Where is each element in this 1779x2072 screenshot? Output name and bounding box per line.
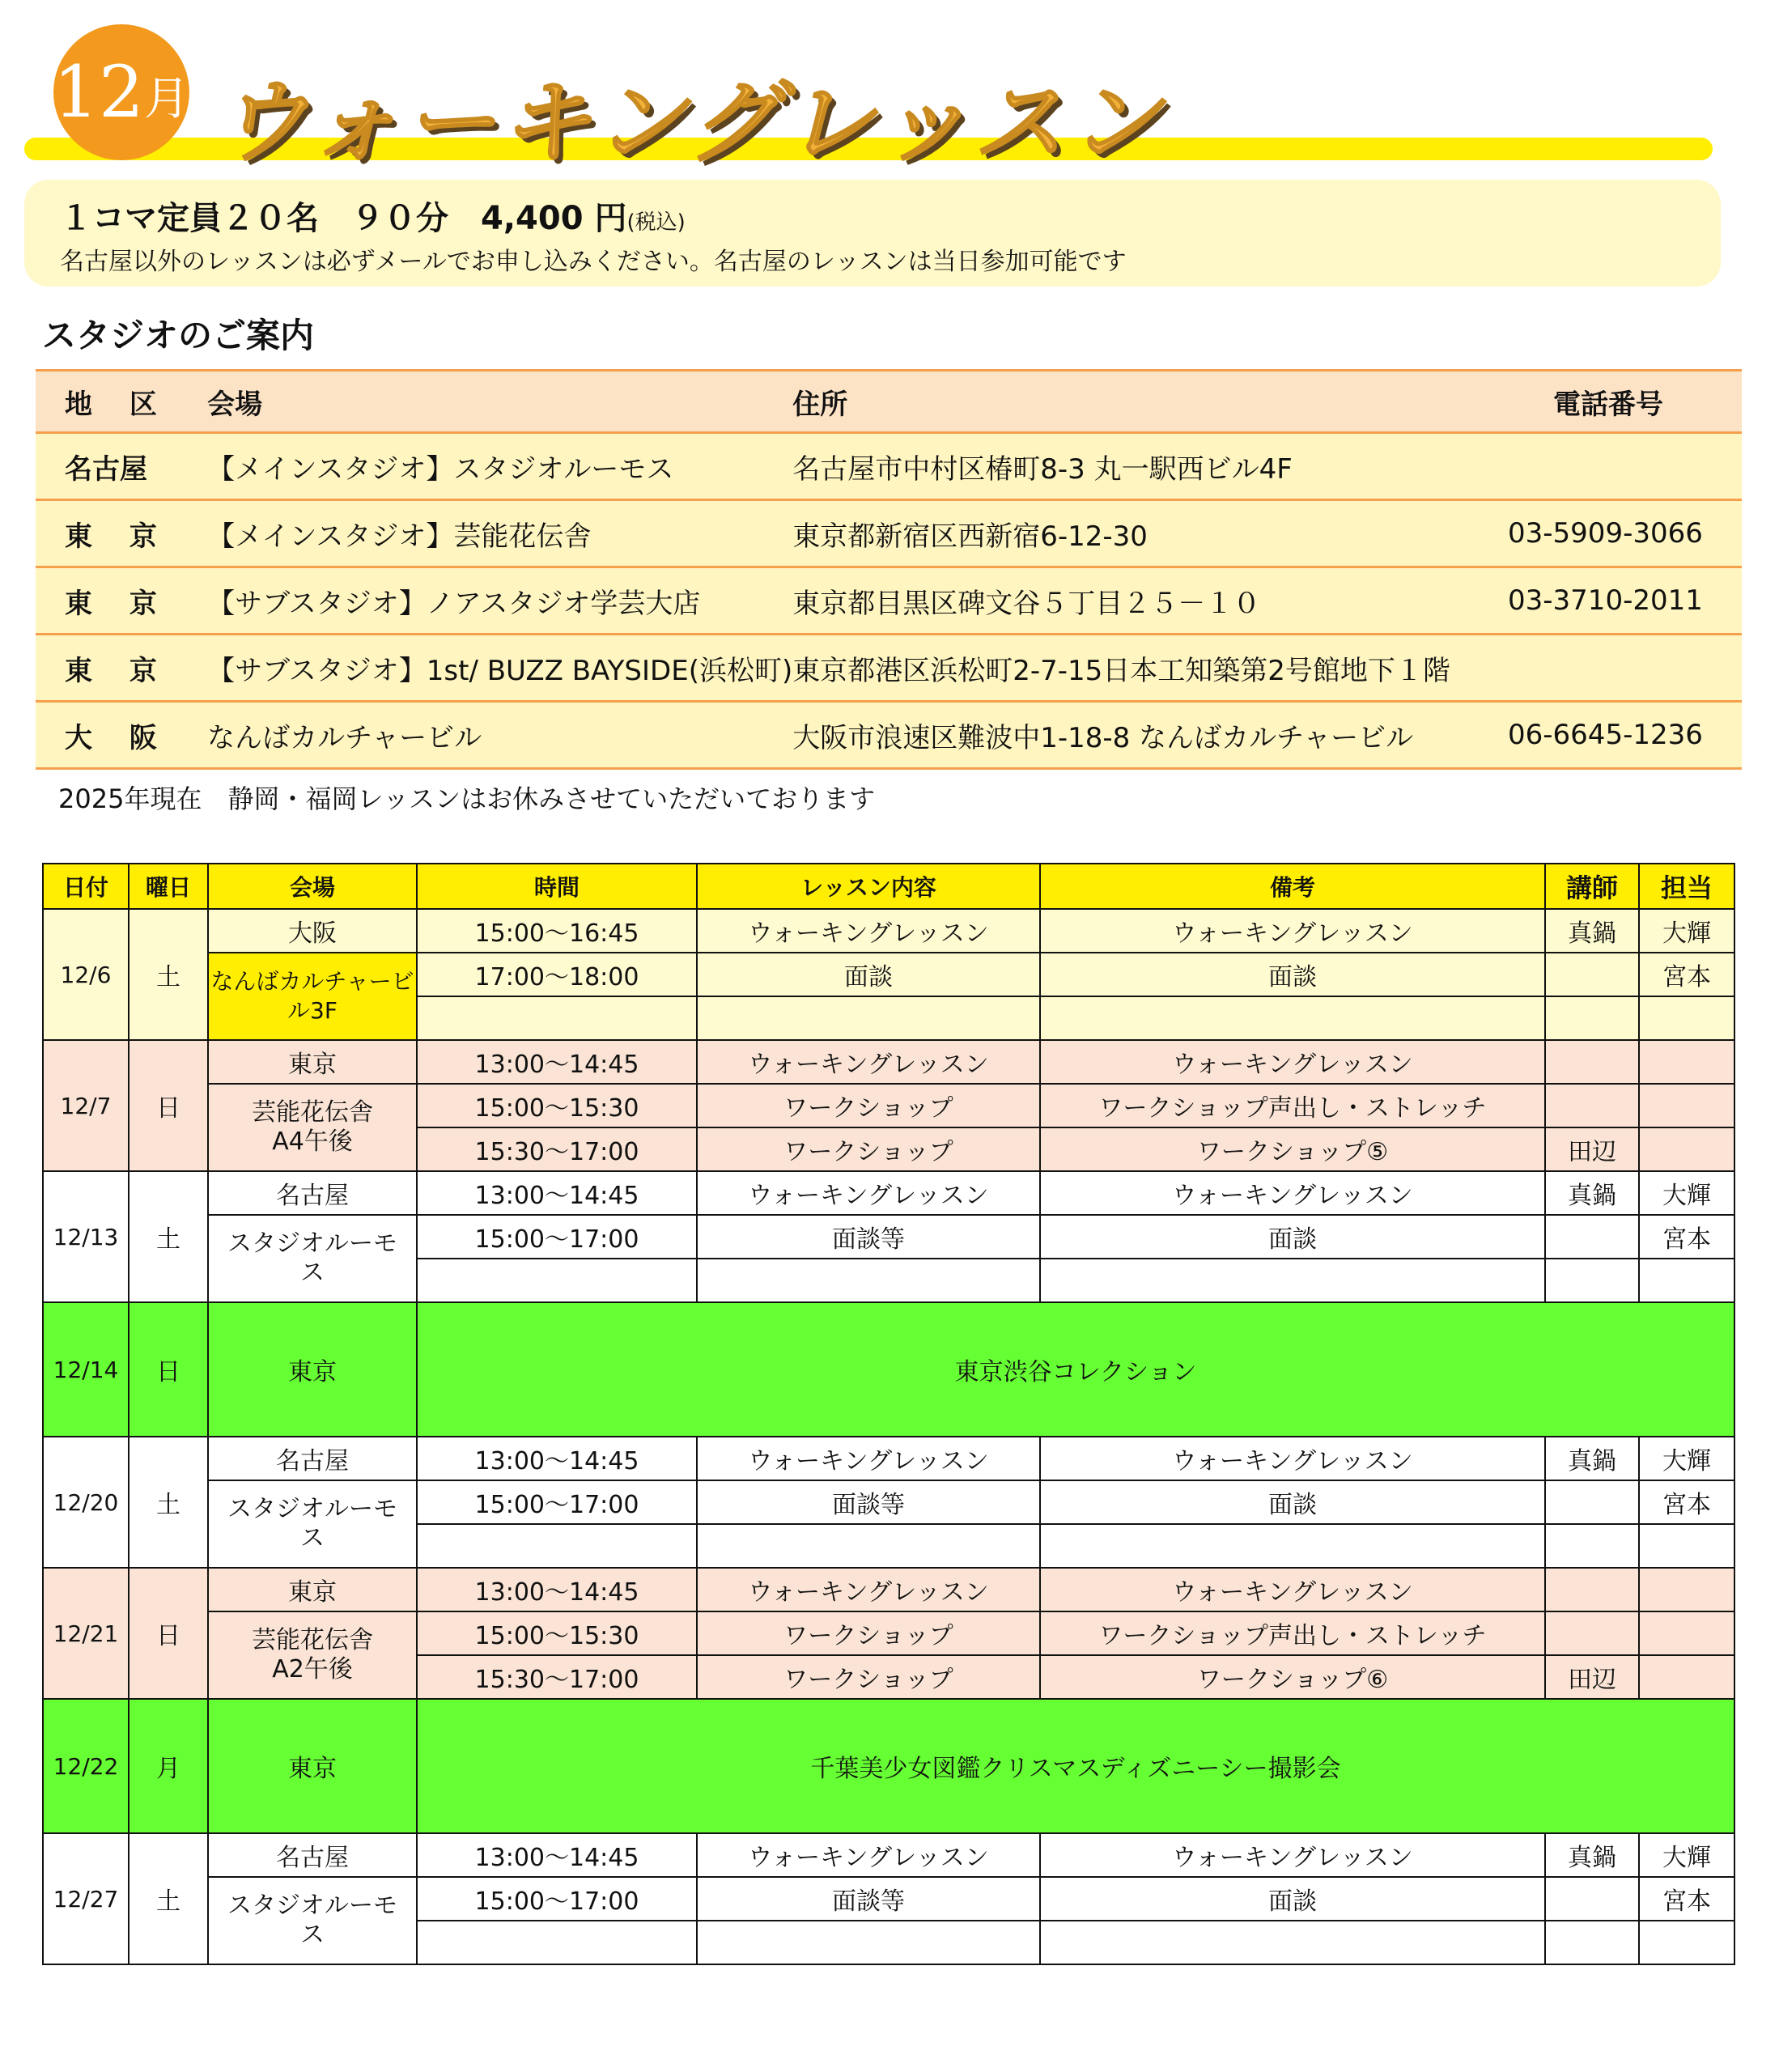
- schedule-city: 東京: [208, 1040, 417, 1084]
- schedule-note: ウォーキングレッスン: [1040, 1568, 1545, 1611]
- studio-address: 東京都港区浜松町2-7-15日本工知築第2号館地下１階: [792, 635, 1485, 702]
- schedule-city: 東京: [208, 1568, 417, 1611]
- application-note: 名古屋以外のレッスンは必ずメールでお申し込みください。名古屋のレッスンは当日参加可能です: [60, 248, 1127, 276]
- schedule-date: 12/22: [43, 1699, 129, 1833]
- schedule-event: 東京渋谷コレクション: [417, 1302, 1734, 1437]
- schedule-staff: 宮本: [1639, 1215, 1734, 1259]
- schedule-time: 15:00～16:45: [417, 909, 697, 953]
- schedule-time: 15:00～15:30: [417, 1611, 697, 1655]
- header-venue: 会場: [206, 371, 792, 433]
- schedule-city: 東京: [208, 1302, 417, 1437]
- schedule-teacher: [1545, 1921, 1639, 1964]
- schedule-row: [43, 1040, 1734, 1084]
- schedule-note: 面談: [1040, 1215, 1545, 1259]
- schedule-date: 12/27: [43, 1833, 129, 1964]
- schedule-note: [1040, 1259, 1545, 1302]
- schedule-city: 名古屋: [208, 1833, 417, 1877]
- schedule-time: 15:00～15:30: [417, 1084, 697, 1127]
- schedule-content: ワークショップ: [697, 1655, 1040, 1699]
- schedule-staff: 大輝: [1639, 1833, 1734, 1877]
- schedule-note: ウォーキングレッスン: [1040, 909, 1545, 953]
- schedule-time: 15:30～17:00: [417, 1127, 697, 1171]
- studio-row: [36, 500, 1742, 567]
- schedule-teacher: [1545, 996, 1639, 1040]
- schedule-teacher: 真鍋: [1545, 1437, 1639, 1480]
- schedule-note: ウォーキングレッスン: [1040, 1040, 1545, 1084]
- schedule-time: 15:00～17:00: [417, 1215, 697, 1259]
- month-number: 12: [53, 50, 144, 134]
- schedule-content: ウォーキングレッスン: [697, 909, 1040, 953]
- schedule-row: [43, 1084, 1734, 1127]
- schedule-teacher: 田辺: [1545, 1127, 1639, 1171]
- schedule-note: ワークショップ⑤: [1040, 1127, 1545, 1171]
- schedule-date: 12/13: [43, 1171, 129, 1302]
- schedule-note: 面談: [1040, 1877, 1545, 1921]
- schedule-teacher: [1545, 1524, 1639, 1568]
- studio-phone: 03-5909-3066: [1485, 500, 1742, 567]
- header-address: 住所: [792, 371, 1485, 433]
- schedule-staff: [1639, 1040, 1734, 1084]
- schedule-teacher: [1545, 953, 1639, 996]
- schedule-content: ウォーキングレッスン: [697, 1833, 1040, 1877]
- studio-row: [36, 567, 1742, 635]
- schedule-day: 土: [129, 1437, 208, 1568]
- schedule-day: 日: [129, 1568, 208, 1699]
- studio-area: 東 京: [36, 635, 206, 702]
- schedule-note: [1040, 996, 1545, 1040]
- schedule-teacher: [1545, 1215, 1639, 1259]
- schedule-staff: [1639, 996, 1734, 1040]
- schedule-teacher: 田辺: [1545, 1655, 1639, 1699]
- schedule-content: [697, 1524, 1040, 1568]
- schedule-note: ウォーキングレッスン: [1040, 1833, 1545, 1877]
- schedule-venue: なんばカルチャービル3F: [208, 953, 417, 1040]
- schedule-row: [43, 1437, 1734, 1480]
- schedule-teacher: 真鍋: [1545, 1171, 1639, 1215]
- schedule-staff: [1639, 1655, 1734, 1699]
- schedule-staff: [1639, 1524, 1734, 1568]
- schedule-day: 日: [129, 1040, 208, 1171]
- schedule-row: [43, 1568, 1734, 1611]
- col-day: 曜日: [129, 864, 208, 909]
- schedule-row: [43, 1611, 1734, 1655]
- schedule-time: [417, 1259, 697, 1302]
- schedule-row: [43, 1877, 1734, 1921]
- schedule-content: ウォーキングレッスン: [697, 1040, 1040, 1084]
- closure-notice: 2025年現在 静岡・福岡レッスンはお休みさせていただいております: [58, 783, 876, 814]
- studio-venue: なんばカルチャービル: [206, 702, 792, 769]
- schedule-content: ワークショップ: [697, 1127, 1040, 1171]
- schedule-time: [417, 996, 697, 1040]
- schedule-staff: 宮本: [1639, 1480, 1734, 1524]
- schedule-time: 15:00～17:00: [417, 1877, 697, 1921]
- studio-venue: 【サブスタジオ】ノアスタジオ学芸大店: [206, 567, 792, 635]
- schedule-row: [43, 909, 1734, 953]
- schedule-row: [43, 1833, 1734, 1877]
- schedule-content: ワークショップ: [697, 1084, 1040, 1127]
- studio-address: 大阪市浪速区難波中1-18-8 なんばカルチャービル: [792, 702, 1485, 769]
- schedule-staff: [1639, 1568, 1734, 1611]
- schedule-content: ワークショップ: [697, 1611, 1040, 1655]
- studio-address: 東京都目黒区碑文谷５丁目２５－１０: [792, 567, 1485, 635]
- schedule-staff: [1639, 1084, 1734, 1127]
- schedule-time: 15:00～17:00: [417, 1480, 697, 1524]
- header-phone: 電話番号: [1485, 371, 1742, 433]
- col-venue: 会場: [208, 864, 417, 909]
- schedule-note: [1040, 1524, 1545, 1568]
- col-time: 時間: [417, 864, 697, 909]
- schedule-time: 13:00～14:45: [417, 1171, 697, 1215]
- schedule-content: ウォーキングレッスン: [697, 1437, 1040, 1480]
- studio-area: 名古屋: [36, 433, 206, 500]
- studio-phone: 06-6645-1236: [1485, 702, 1742, 769]
- schedule-content: [697, 996, 1040, 1040]
- schedule-time: 15:30～17:00: [417, 1655, 697, 1699]
- schedule-staff: 宮本: [1639, 1877, 1734, 1921]
- schedule-venue: 芸能花伝舎 A4午後: [208, 1084, 417, 1171]
- schedule-time: 13:00～14:45: [417, 1437, 697, 1480]
- schedule-day: 日: [129, 1302, 208, 1437]
- capacity-price-line: [60, 193, 686, 239]
- schedule-teacher: 真鍋: [1545, 909, 1639, 953]
- schedule-time: 13:00～14:45: [417, 1568, 697, 1611]
- schedule-teacher: [1545, 1877, 1639, 1921]
- schedule-row: [43, 1215, 1734, 1259]
- info-box: [24, 180, 1721, 287]
- schedule-date: 12/21: [43, 1568, 129, 1699]
- schedule-note: ワークショップ声出し・ストレッチ: [1040, 1611, 1545, 1655]
- tax-note: (税込): [626, 210, 686, 235]
- schedule-content: ウォーキングレッスン: [697, 1568, 1040, 1611]
- schedule-content: 面談: [697, 953, 1040, 996]
- schedule-time: [417, 1524, 697, 1568]
- page-title: ウォーキングレッスン: [217, 70, 1165, 176]
- studio-address: 東京都新宿区西新宿6-12-30: [792, 500, 1485, 567]
- studio-area: 東 京: [36, 500, 206, 567]
- schedule-day: 土: [129, 1171, 208, 1302]
- schedule-venue: スタジオルーモ ス: [208, 1877, 417, 1964]
- schedule-staff: 大輝: [1639, 909, 1734, 953]
- schedule-city: 名古屋: [208, 1437, 417, 1480]
- studio-table-header: [36, 371, 1742, 433]
- schedule-teacher: 真鍋: [1545, 1833, 1639, 1877]
- schedule-city: 大阪: [208, 909, 417, 953]
- schedule-content: 面談等: [697, 1877, 1040, 1921]
- schedule-event-row: [43, 1302, 1734, 1437]
- schedule-row: [43, 953, 1734, 996]
- studio-table: [36, 369, 1742, 770]
- schedule-content: [697, 1259, 1040, 1302]
- schedule-row: [43, 1171, 1734, 1215]
- schedule-note: ワークショップ声出し・ストレッチ: [1040, 1084, 1545, 1127]
- schedule-header-row: [43, 864, 1734, 909]
- schedule-event-row: [43, 1699, 1734, 1833]
- schedule-content: [697, 1921, 1040, 1964]
- col-staff: 担当: [1639, 864, 1734, 909]
- studio-venue: 【サブスタジオ】1st/ BUZZ BAYSIDE(浜松町): [206, 635, 792, 702]
- schedule-note: 面談: [1040, 1480, 1545, 1524]
- schedule-time: 13:00～14:45: [417, 1040, 697, 1084]
- schedule-content: ウォーキングレッスン: [697, 1171, 1040, 1215]
- schedule-staff: [1639, 1127, 1734, 1171]
- schedule-time: 17:00～18:00: [417, 953, 697, 996]
- studio-phone: 03-3710-2011: [1485, 567, 1742, 635]
- studio-row: [36, 702, 1742, 769]
- col-date: 日付: [43, 864, 129, 909]
- schedule-table: [42, 863, 1735, 1965]
- schedule-time: [417, 1921, 697, 1964]
- studio-address: 名古屋市中村区椿町8-3 丸一駅西ビル4F: [792, 433, 1485, 500]
- schedule-note: ウォーキングレッスン: [1040, 1171, 1545, 1215]
- schedule-teacher: [1545, 1259, 1639, 1302]
- studio-row: [36, 635, 1742, 702]
- schedule-city: 東京: [208, 1699, 417, 1833]
- schedule-staff: 大輝: [1639, 1171, 1734, 1215]
- schedule-city: 名古屋: [208, 1171, 417, 1215]
- schedule-event: 千葉美少女図鑑クリスマスディズニーシー撮影会: [417, 1699, 1734, 1833]
- month-unit: 月: [143, 73, 189, 125]
- studio-area: 東 京: [36, 567, 206, 635]
- schedule-note: ウォーキングレッスン: [1040, 1437, 1545, 1480]
- capacity-price-text: １コマ定員２０名 ９０分 4,400 円: [60, 200, 627, 237]
- schedule-staff: [1639, 1259, 1734, 1302]
- schedule-venue: スタジオルーモ ス: [208, 1215, 417, 1302]
- studio-section-heading: スタジオのご案内: [42, 316, 315, 355]
- studio-venue: 【メインスタジオ】スタジオルーモス: [206, 433, 792, 500]
- schedule-staff: [1639, 1611, 1734, 1655]
- col-note: 備考: [1040, 864, 1545, 909]
- header-area: 地 区: [36, 371, 206, 433]
- studio-phone: [1485, 635, 1742, 702]
- schedule-teacher: [1545, 1611, 1639, 1655]
- schedule-staff: 大輝: [1639, 1437, 1734, 1480]
- schedule-venue: スタジオルーモ ス: [208, 1480, 417, 1568]
- schedule-date: 12/14: [43, 1302, 129, 1437]
- schedule-day: 土: [129, 1833, 208, 1964]
- schedule-note: 面談: [1040, 953, 1545, 996]
- studio-venue: 【メインスタジオ】芸能花伝舎: [206, 500, 792, 567]
- schedule-date: 12/7: [43, 1040, 129, 1171]
- schedule-staff: 宮本: [1639, 953, 1734, 996]
- studio-row: [36, 433, 1742, 500]
- studio-phone: [1485, 433, 1742, 500]
- schedule-day: 月: [129, 1699, 208, 1833]
- schedule-time: 13:00～14:45: [417, 1833, 697, 1877]
- schedule-venue: 芸能花伝舎 A2午後: [208, 1611, 417, 1699]
- schedule-note: ワークショップ⑥: [1040, 1655, 1545, 1699]
- schedule-content: 面談等: [697, 1215, 1040, 1259]
- schedule-teacher: [1545, 1084, 1639, 1127]
- schedule-staff: [1639, 1921, 1734, 1964]
- schedule-date: 12/20: [43, 1437, 129, 1568]
- col-content: レッスン内容: [697, 864, 1040, 909]
- schedule-day: 土: [129, 909, 208, 1040]
- schedule-note: [1040, 1921, 1545, 1964]
- schedule-teacher: [1545, 1040, 1639, 1084]
- col-teacher: 講師: [1545, 864, 1639, 909]
- studio-area: 大 阪: [36, 702, 206, 769]
- schedule-date: 12/6: [43, 909, 129, 1040]
- schedule-row: [43, 1480, 1734, 1524]
- schedule-teacher: [1545, 1480, 1639, 1524]
- schedule-teacher: [1545, 1568, 1639, 1611]
- schedule-content: 面談等: [697, 1480, 1040, 1524]
- month-badge: [53, 24, 189, 160]
